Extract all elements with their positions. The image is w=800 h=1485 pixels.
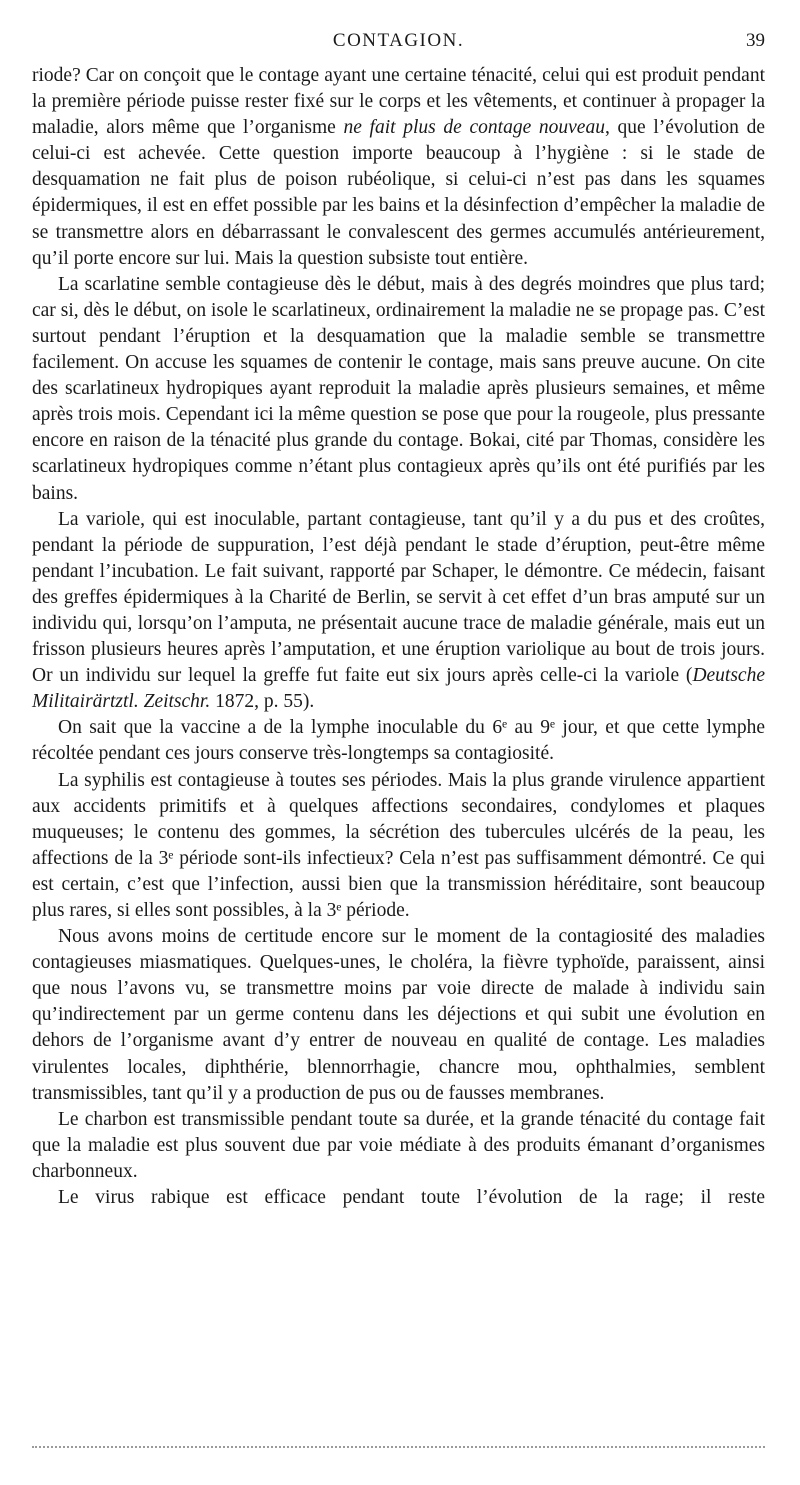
paragraph [32, 507, 765, 716]
paragraph [32, 1185, 765, 1211]
text-segment: La scarlatine semble contagieuse dès le début, mais à des degrés moindres que plus tard; car si, dès le début, on isole le scarlatineux, ordinairement la maladie ne se propage pas. C’est surtout pendant l’éruption et la desquamation que la maladie semble se transmettre facilement. On accuse les squames de contenir le contage, mais sans preuve aucune. On cite des scarlatineux hydropiques ayant reproduit la maladie après plusieurs semaines, et même après trois mois. Cependant ici la même question se pose que pour la rougeole, plus pressante encore en raison de la ténacité plus grande du contage. Bokai, cité par Thomas, considère les scarlatineux hydropiques comme n’étant plus contagieux après qu’ils ont été purifiés par les bains. [32, 273, 765, 504]
text-segment: 1872, p. 55). [210, 691, 315, 713]
paragraph [32, 768, 765, 925]
paragraph [32, 272, 765, 507]
text-segment: Le charbon est transmissible pendant toute sa durée, et la grande ténacité du contage fait que la maladie est plus souvent due par voie médiate à des produits émanant d’organismes charbonneux. [32, 1108, 765, 1182]
footer-dotted-rule [32, 1446, 765, 1448]
text-segment: La variole, qui est inoculable, partant contagieuse, tant qu’il y a du pus et des croûtes, pendant la période de suppuration, l’est déjà pendant le stade d’éruption, peut-être même pendant l’incubation. Le fait suivant, rapporté par Schaper, le démontre. Ce médecin, faisant des greffes épidermiques à la Charité de Berlin, se servit à cet effet d’un bras amputé sur un individu qui, lorsqu’on l’amputa, ne présentait aucune trace de maladie générale, mais eut un frisson plusieurs heures après l’amputation, et une éruption variolique au bout de trois jours. Or un individu sur lequel la greffe fut faite eut six jours après celle-ci la variole ( [32, 508, 765, 687]
page-number: 39 [746, 30, 765, 51]
running-title: CONTAGION. [332, 30, 465, 51]
text-segment: , que l’évolution de celui-ci est achevée. Cette question importe beaucoup à l’hygiène : si le stade de desquamation ne fait plus de poison rubéolique, si celui-ci n’est pas dans les squames épidermiques, il est en effet possible par les bains et la désinfection d’empêcher la maladie de se transmettre alors en débarrassant le convalescent des germes accumulés antérieurement, qu’il porte encore sur lui. Mais la question subsiste tout entière. [32, 117, 765, 269]
text-segment: Le virus rabique est efficace pendant toute l’évolution de la rage; il reste [58, 1187, 765, 1209]
text-segment: La syphilis est contagieuse à toutes ses périodes. Mais la plus grande virulence appartient aux accidents primitifs et à quelques affections secondaires, condylomes et plaques muqueuses; le contenu des gommes, la sécrétion des tubercules ulcérés de la peau, les affections de la 3ᵉ période sont-ils infectieux? Cela n’est pas suffisamment démontré. Ce qui est certain, c’est que l’infection, aussi bien que la transmission héréditaire, sont beaucoup plus rares, si elles sont possibles, à la 3ᵉ période. [32, 769, 765, 921]
page-header [32, 0, 765, 50]
paragraph [32, 1107, 765, 1185]
text-segment: riode? Car on conçoit que le contage ayant une certaine ténacité, celui qui est produit pendant la première période puisse rester fixé sur le corps et les vêtements, et continuer à propager la maladie, alors même que l’organisme [32, 65, 765, 139]
paragraph [32, 715, 765, 767]
paragraph [32, 63, 765, 272]
body-text [32, 63, 765, 1211]
text-segment: Nous avons moins de certitude encore sur le moment de la contagiosité des maladies contagieuses miasmatiques. Quelques-unes, le choléra, la fièvre typhoïde, paraissent, ainsi que nous l’avons vu, se transmettre moins par voie directe de malade à individu sain qu’indirectement par un germe contenu dans les déjections et qui subit une évolution en dehors de l’organisme avant d’y entrer de nouveau en qualité de contage. Les maladies virulentes locales, diphthérie, blennorrhagie, chancre mou, ophthalmies, semblent transmissibles, tant qu’il y a production de pus ou de fausses membranes. [32, 926, 765, 1104]
italic-text: Deutsche Militairärtztl. Zeitschr. [32, 665, 765, 713]
paragraph [32, 924, 765, 1107]
text-segment: On sait que la vaccine a de la lymphe inoculable du 6ᵉ au 9ᵉ jour, et que cette lymphe récoltée pendant ces jours conserve très-longtemps sa contagiosité. [32, 717, 765, 765]
italic-text: ne fait plus de contage nouveau [343, 117, 605, 139]
book-page [32, 0, 765, 1485]
